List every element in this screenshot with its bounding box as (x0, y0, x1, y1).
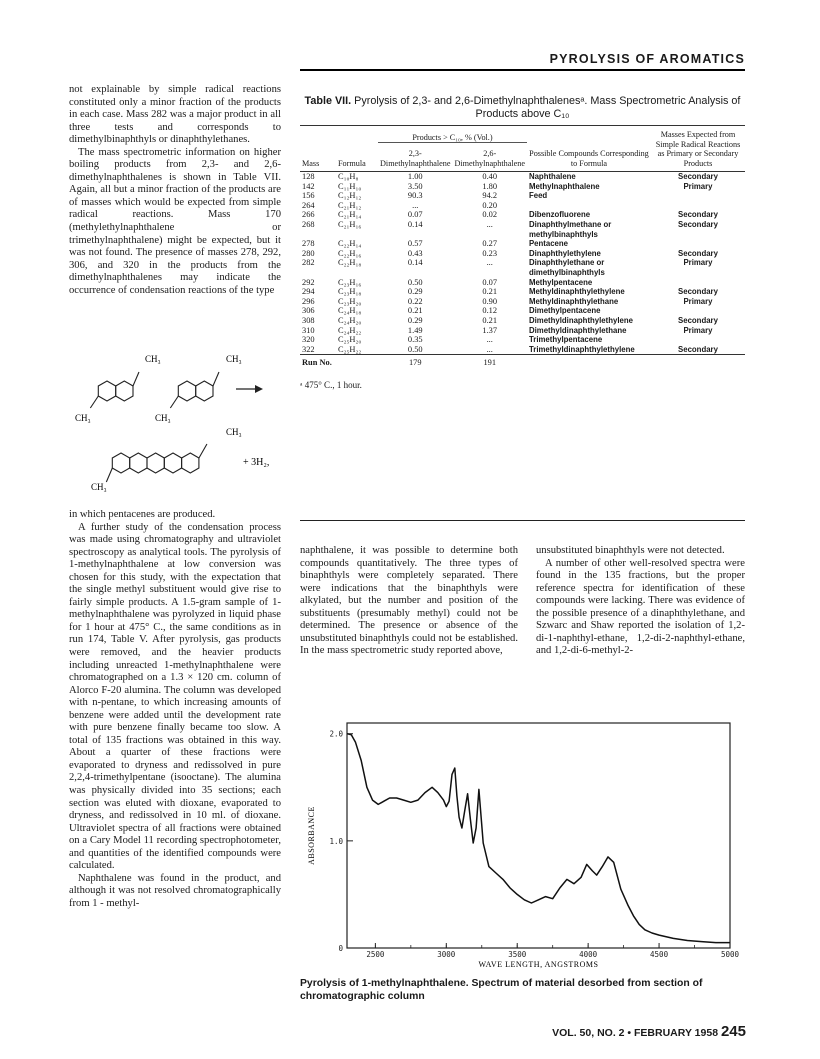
table-row (300, 239, 745, 249)
table-cell-compound: Dimethyldinaphthylethane (528, 325, 627, 335)
col-header-products: Products > C₁₀, % (Vol.) (378, 130, 527, 143)
table-cell-v1: ... (412, 200, 419, 210)
header-rule (300, 69, 745, 71)
paragraph: The mass spectrometric information on higher boiling products from 2,3- and 2,6-dimethylnaphthalenes is shown in Table VII. Again, all but a minor fraction of the products are of masses which would be expected from simple radical reactions. Mass 170 (methylethylnaphthalene or trimethylnaphthalene) might be expected, but it was not found. The presence of masses 278, 292, 306, and 320 in the products from the dimethylnaphthalenes may indicate the occurrence of condensation reactions of the type (69, 146, 281, 296)
table-cell-v1: 0.29 (407, 287, 423, 297)
table-cell-formula: C₂₅H₂₂ (338, 344, 362, 354)
table-cell-v2: 0.20 (482, 200, 498, 210)
run-label: Run No. (302, 358, 332, 368)
x-axis-label: WAVE LENGTH, ANGSTROMS (478, 960, 599, 969)
table-cell-v1: 0.14 (407, 258, 423, 268)
left-column-top (69, 84, 281, 297)
table-bottom-rule (300, 520, 745, 521)
table-cell-compound: Methyldinaphthylethane (528, 296, 619, 306)
table-cell-formula: C₂₄H₁₈ (338, 306, 362, 316)
left-column-bottom (69, 509, 281, 911)
table-cell-v2: 0.90 (482, 296, 498, 306)
table-cell-formula: C₂₂H₁₆ (338, 248, 362, 258)
plot-frame (347, 723, 730, 948)
table-cell-compound: Feed (528, 191, 548, 201)
table-row (300, 191, 745, 201)
table-cell-formula: C₁₁H₁₀ (338, 181, 362, 191)
table-label: Table VII. (304, 95, 352, 107)
table-cell-compound: Dimethylpentacene (528, 306, 601, 316)
table-cell-exp: Primary (683, 258, 713, 268)
table-cell-v2: 0.21 (482, 315, 498, 325)
paragraph: not explainable by simple radical reactions constituted only a minor fraction of the products in each case. Mass 282 was a major product in all three tests and corresponds to dimethylbinaphthyls or dinaphthylethanes. (69, 84, 281, 146)
running-header (300, 52, 745, 71)
table-cell-v1: 0.07 (407, 210, 423, 220)
table-cell-compound: Methylnaphthalene (528, 181, 600, 191)
table-cell-exp: Secondary (678, 287, 718, 297)
table-cell-mass: 280 (302, 248, 315, 258)
page-number: 245 (720, 1023, 746, 1040)
table-cell-mass: 278 (302, 239, 315, 249)
x-tick-label: 3500 (508, 950, 527, 959)
table-row (300, 316, 745, 326)
x-tick-label: 3000 (437, 950, 456, 959)
ring-shape (182, 453, 199, 473)
y-tick-label: 1.0 (329, 836, 343, 846)
table-cell-v1: 0.22 (407, 296, 423, 306)
table-cell-mass: 310 (302, 325, 315, 335)
paragraph: in which pentacenes are produced. (69, 509, 216, 520)
table-cell-compound: Dinaphthylethane or dimethylbinaphthyls (528, 258, 605, 277)
reaction-scheme (69, 348, 284, 498)
table-cell-v2: 0.40 (482, 172, 498, 181)
table-cell-v2: ... (486, 335, 493, 345)
ring-shape (147, 453, 164, 473)
table-cell-formula: C₂₅H₂₀ (338, 335, 362, 345)
table-row (300, 172, 745, 182)
table-cell-mass: 292 (302, 277, 315, 287)
table-cell-formula: C₂₃H₁₆ (338, 277, 362, 287)
table-cell-exp: Primary (683, 325, 713, 335)
table-cell-exp: Secondary (678, 172, 718, 181)
table-cell-mass: 142 (302, 181, 315, 191)
col-header-formula: Formula (338, 158, 366, 168)
table-cell-mass: 156 (302, 191, 315, 201)
bond-line (199, 444, 207, 458)
table-cell-formula: C₂₂H₁₄ (338, 239, 362, 249)
ring-shape (112, 453, 129, 473)
table-row (300, 201, 745, 211)
table-cell-formula: C₂₁H₁₆ (338, 219, 362, 229)
table-cell-exp: Secondary (678, 248, 718, 258)
table-cell-formula: C₂₁H₁₂ (338, 200, 362, 210)
table-cell-compound: Methylpentacene (528, 277, 593, 287)
table-row (300, 297, 745, 307)
table-cell-mass: 282 (302, 258, 315, 268)
paragraph: A further study of the condensation process was made using chromatography and ultraviolet spectroscopy as analytical tools. The pyrolysis of 1-methylnaphthalene at low conversion was chosen for this study, with the expectation that the single methyl substituent would give rise to fairly simple products. A 1.5-gram sample of 1-methylnaphthalene was pyrolyzed in liquid phase for 1 hour at 475° C., the same conditions as in run 174, Table V. After pyrolysis, gas products were removed, and the heavier products including unreacted 1-methylnaphthalene were chromatographed on a 1.3 × 120 cm. column of Alorco F-20 alumina. The column was developed with n-pentane, to which increasing amounts of benzene were added until the development rate with pure benzene finally became too slow. A total of 135 fractions was obtained in this way. About a quarter of these fractions were evaporated to dryness and redissolved in pure 2,2,4-trimethylpentane (isooctane). The alumina was physically divided into 35 sections; each section was eluted with dioxane, evaporated to dryness, and redissolved in 10 ml. of dioxane. Ultraviolet spectra of all fractions were obtained on a Cary Model 11 recording spectrophotometer, and quantities of the identified compounds were calculated. (69, 521, 281, 872)
y-tick-label: 2.0 (329, 729, 343, 739)
table-row (300, 335, 745, 345)
methyl-label: CH₃ (145, 354, 161, 364)
table-cell-v2: 0.27 (482, 239, 498, 249)
table-cell-compound: Dibenzofluorene (528, 210, 591, 220)
table-top-rule (300, 125, 745, 126)
run-number: 191 (483, 358, 496, 368)
table-cell-v2: ... (486, 219, 493, 229)
table-cell-v2: 0.02 (482, 210, 498, 220)
table-cell-compound: Trimethyldinaphthylethylene (528, 344, 635, 354)
reaction-scheme-drawing (69, 348, 284, 498)
uv-spectrum-chart (300, 718, 745, 973)
table-cell-compound: Naphthalene (528, 172, 576, 181)
table-cell-mass: 306 (302, 306, 315, 316)
reaction-arrow-icon (236, 385, 263, 393)
table-title (300, 95, 745, 121)
table-cell-exp: Secondary (678, 344, 718, 354)
table-cell-exp: Primary (683, 296, 713, 306)
table-cell-formula: C₂₂H₁₈ (338, 258, 362, 268)
table-cell-compound: Pentacene (528, 239, 568, 249)
methyl-label: CH₃ (155, 413, 171, 423)
methyl-label: CH₃ (226, 354, 242, 364)
ring-shape (130, 453, 147, 473)
table-cell-v1: 0.43 (407, 248, 423, 258)
paragraph: naphthalene, it was possible to determine both compounds quantitatively. The three types of binaphthyls were completely separated. There were indications that the binaphthyls were alkylated, but the number and position of the substituents (presumably methyl) could not be determined. The presence or absence of the unsubstituted binaphthyls could not be established. In the mass spectrometric study reported above, (300, 545, 518, 657)
table-row (300, 278, 745, 288)
table-cell-mass: 128 (302, 172, 315, 181)
table-cell-v1: 0.35 (407, 335, 423, 345)
table-cell-formula: C₂₁H₁₄ (338, 210, 362, 220)
table-cell-exp (651, 191, 745, 201)
table-cell-mass: 308 (302, 315, 315, 325)
table-cell-mass: 266 (302, 210, 315, 220)
col-header-mass: Mass (302, 158, 320, 168)
table-cell-formula: C₁₀H₈ (338, 172, 359, 181)
ring-shape (98, 381, 115, 401)
table-cell-mass: 264 (302, 200, 315, 210)
table-cell-exp: Secondary (678, 219, 718, 229)
table-cell-v1: 0.29 (407, 315, 423, 325)
table-cell-formula: C₂₃H₁₈ (338, 287, 362, 297)
table-cell-v1: 0.14 (407, 219, 423, 229)
table-cell-compound: Dinaphthylmethane or methylbinaphthyls (528, 219, 612, 239)
table-cell-mass: 296 (302, 296, 315, 306)
bond-line (213, 372, 219, 386)
running-title: PYROLYSIS OF AROMATICS (549, 52, 745, 66)
table-cell-mass: 294 (302, 287, 315, 297)
table-cell-v2: 94.2 (482, 191, 498, 201)
table-caption: Pyrolysis of 2,3- and 2,6-Dimethylnaphthalenesᵃ. Mass Spectrometric Analysis of Products above C₁₀ (354, 95, 741, 120)
table-cell-compound (527, 201, 651, 211)
table-cell-v1: 0.21 (407, 306, 423, 316)
table-cell-v2: 0.12 (482, 306, 498, 316)
run-number: 179 (408, 358, 422, 368)
ring-shape (164, 453, 181, 473)
table-row (300, 326, 745, 336)
table-row (300, 306, 745, 316)
table-cell-v1: 1.00 (407, 172, 423, 181)
table-cell-exp (651, 278, 745, 288)
bond-line (133, 372, 139, 386)
table-cell-v1: 0.57 (407, 239, 423, 249)
table-cell-mass: 322 (302, 344, 315, 354)
right-column (536, 545, 745, 658)
x-tick-label: 2500 (366, 950, 385, 959)
table-cell-v2: 0.21 (482, 287, 498, 297)
table-cell-v1: 0.50 (407, 344, 423, 354)
x-tick-label: 4500 (650, 950, 669, 959)
table-cell-exp (651, 239, 745, 249)
x-tick-label: 5000 (720, 950, 740, 959)
col-header-23dmn: 2,3-Dimethylnaphthalene (380, 149, 451, 168)
table-cell-exp: Primary (683, 181, 713, 191)
page-footer (536, 1023, 746, 1040)
table-cell-v2: ... (486, 258, 493, 268)
paragraph: A number of other well-resolved spectra were found in the 135 fractions, but the proper reference spectra for identification of these compounds were lacking. There was evidence of the possible presence of a dinaphthylethane, and Szwarc and Shaw reported the isolation of 1,2-di-1-naphthyl-ethane, 1,2-di-2-naphthyl-ethane, and 1,2-di-6-methyl-2- (536, 557, 745, 657)
table-cell-v2: 1.37 (482, 325, 498, 335)
table-cell-formula: C₂₄H₂₀ (338, 315, 362, 325)
ring-shape (196, 381, 213, 401)
table-cell-v1: 3.50 (407, 181, 423, 191)
bond-line (106, 468, 112, 482)
table-cell-formula: C₂₃H₂₀ (338, 296, 362, 306)
table-row (300, 249, 745, 259)
bond-line (170, 396, 178, 408)
methyl-label: CH₃ (75, 413, 91, 423)
table-cell-v2: 0.07 (482, 277, 498, 287)
uv-spectrum-plot (300, 718, 745, 973)
table-cell-compound: Trimethylpentacene (528, 335, 603, 345)
paragraph: unsubstituted binaphthyls were not detected. (536, 545, 725, 556)
mass-spec-table (300, 130, 745, 368)
table-cell-v1: 0.50 (407, 277, 423, 287)
table-cell-v2: ... (486, 344, 493, 354)
table-cell-exp (651, 306, 745, 316)
col-header-expected: Masses Expected from Simple Radical Reactions as Primary or Secondary Products (655, 130, 741, 168)
table-row (300, 220, 745, 239)
table-cell-exp (651, 201, 745, 211)
table-cell-compound: Dimethyldinaphthylethylene (528, 315, 633, 325)
table-row (300, 210, 745, 220)
table-cell-formula: C₂₄H₂₂ (338, 325, 362, 335)
table-row (300, 182, 745, 192)
y-axis-label: ABSORBANCE (307, 806, 316, 865)
table-cell-exp: Secondary (678, 315, 718, 325)
figure-caption: Pyrolysis of 1-methylnaphthalene. Spectrum of material desorbed from section of chromatographic column (300, 978, 703, 1002)
issue-info: VOL. 50, NO. 2 • FEBRUARY 1958 (552, 1027, 719, 1039)
table-row (300, 345, 745, 355)
col-header-compounds: Possible Compounds Corresponding to Formula (529, 149, 649, 168)
bond-line (90, 396, 98, 408)
table-cell-compound: Methyldinaphthylethylene (528, 287, 625, 297)
spectrum-line (347, 734, 730, 943)
methyl-label: CH₃ (226, 427, 242, 437)
table-row (300, 287, 745, 297)
table-cell-v1: 90.3 (407, 191, 423, 201)
table-vii (300, 95, 745, 390)
paragraph: Naphthalene was found in the product, and although it was not resolved chromatographically from 1 - methyl- (69, 872, 281, 909)
table-cell-exp (651, 335, 745, 345)
y-tick-label: 0 (338, 944, 343, 953)
table-row (300, 258, 745, 277)
ring-shape (178, 381, 195, 401)
table-cell-mass: 268 (302, 219, 315, 229)
table-cell-v2: 1.80 (482, 181, 498, 191)
methyl-label: CH₃ (91, 482, 107, 492)
table-cell-v1: 1.49 (407, 325, 423, 335)
ring-shape (116, 381, 133, 401)
middle-column (300, 545, 518, 658)
table-cell-mass: 320 (302, 335, 315, 345)
x-tick-label: 4000 (579, 950, 598, 959)
table-cell-compound: Dinaphthylethylene (528, 248, 601, 258)
table-cell-exp: Secondary (678, 210, 718, 220)
table-footnote: ᵃ 475° C., 1 hour. (300, 379, 362, 390)
plus-hydrogen-label: + 3H₂, (243, 457, 270, 468)
table-cell-v2: 0.23 (482, 248, 498, 258)
table-cell-formula: C₁₂H₁₂ (338, 191, 362, 201)
col-header-26dmn: 2,6-Dimethylnaphthalene (454, 149, 525, 168)
